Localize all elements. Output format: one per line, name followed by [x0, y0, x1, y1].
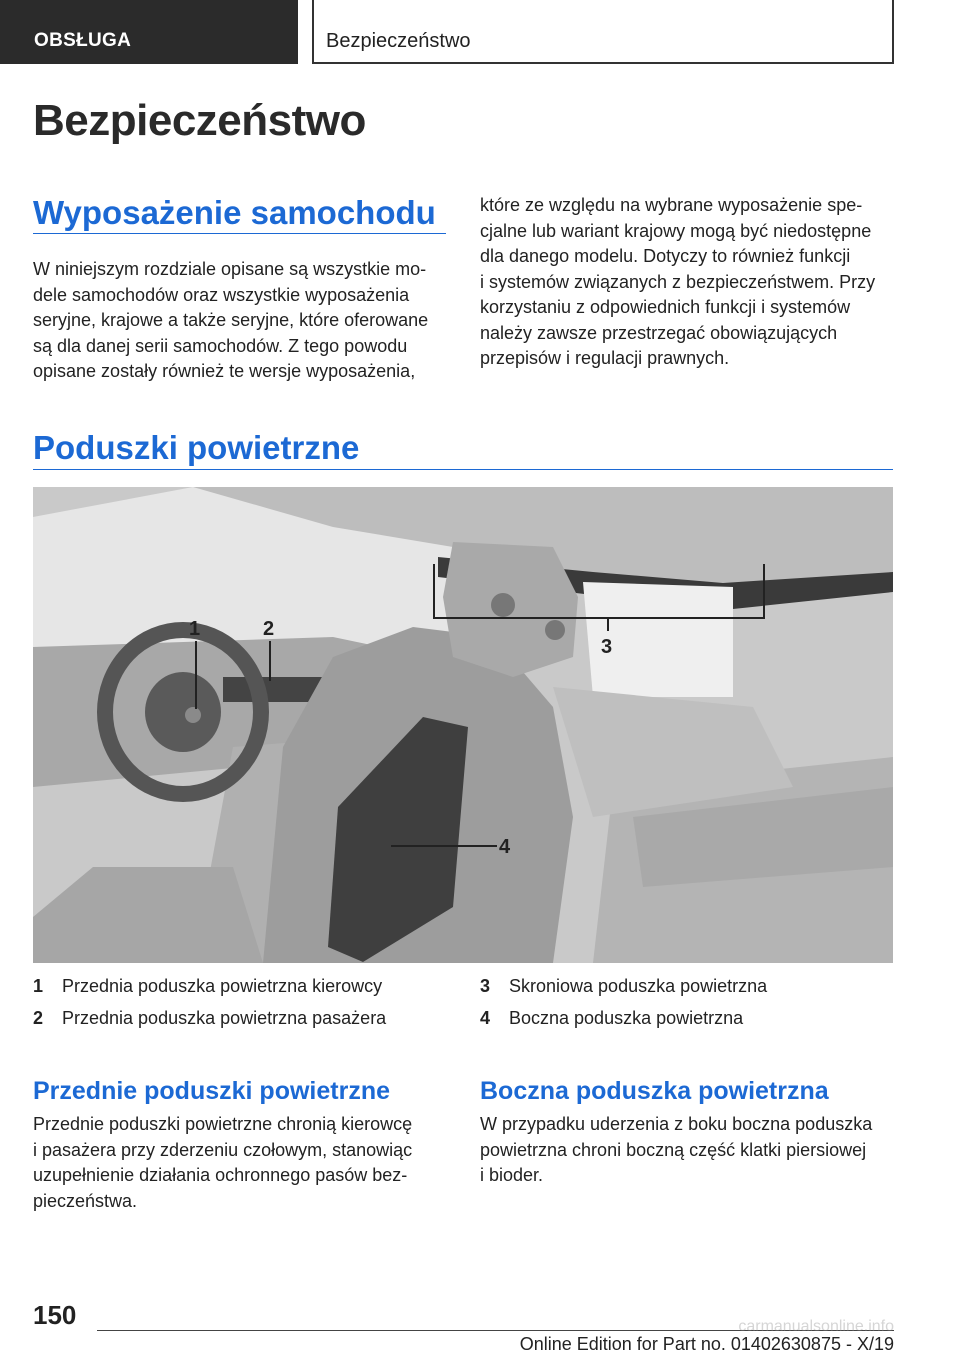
airbag-legend-right: [480, 976, 900, 1040]
text-line: są dla danej serii samochodów. Z tego powodu: [33, 335, 408, 356]
text-line: i bioder.: [480, 1165, 544, 1185]
airbag-locations-illustration: [33, 487, 893, 963]
text-line: korzystaniu z odpowiednich funkcji i systemów: [480, 297, 851, 317]
header-chapter-tab: Bezpieczeństwo: [312, 0, 894, 64]
footer-watermark: carmanualsonline.info: [738, 1318, 894, 1335]
legend-text: Skroniowa poduszka powietrzna: [509, 976, 768, 996]
callout-3: 3: [601, 636, 613, 658]
text-line: W niniejszym rozdziale opisane są wszystkie mo-: [33, 259, 427, 279]
text-line: W przypadku uderzenia z boku boczna poduszka: [480, 1114, 873, 1134]
text-line: dele samochodów oraz wszystkie wyposażenia: [33, 284, 410, 305]
text-line: przepisów i regulacji prawnych.: [480, 348, 730, 368]
front-airbags-paragraph: [33, 1112, 458, 1214]
front-airbags-heading: Przednie poduszki powietrzne: [33, 1077, 390, 1105]
airbags-heading: Poduszki powietrzne: [33, 429, 360, 466]
side-airbag-paragraph: [480, 1112, 905, 1189]
callout-2: 2: [263, 618, 275, 640]
page-title: Bezpieczeństwo: [33, 96, 366, 145]
airbag-legend-left: [33, 976, 453, 1040]
text-line: należy zawsze przestrzegać obowiązujących: [480, 322, 838, 343]
callout-1: 1: [189, 618, 201, 640]
text-line: powietrzna chroni boczną część klatki piersiowej: [480, 1139, 867, 1160]
legend-text: Przednia poduszka powietrzna pasażera: [62, 1008, 387, 1028]
side-airbag-heading: Boczna poduszka powietrzna: [480, 1077, 829, 1105]
header-section-tab: OBSŁUGA: [0, 0, 298, 64]
legend-number: 2: [33, 1008, 44, 1028]
text-line: cjalne lub wariant krajowy mogą być niedostępne: [480, 220, 872, 241]
equipment-paragraph-left: [33, 257, 453, 385]
text-line: seryjne, krajowe a także seryjne, które oferowane: [33, 310, 429, 330]
footer-rule: [97, 1330, 894, 1331]
list-item: [480, 976, 900, 1008]
legend-text: Przednia poduszka powietrzna kierowcy: [62, 976, 383, 996]
legend-number: 4: [480, 1008, 491, 1028]
text-line: Przednie poduszki powietrzne chronią kierowcę: [33, 1114, 413, 1134]
equipment-heading: Wyposażenie samochodu: [33, 194, 436, 231]
page-number: 150: [33, 1300, 77, 1330]
text-line: dla danego modelu. Dotyczy to również funkcji: [480, 246, 851, 266]
text-line: i systemów związanych z bezpieczeństwem. Przy: [480, 271, 876, 292]
text-line: które ze względu na wybrane wyposażenie spe-: [480, 195, 863, 215]
legend-text: Boczna poduszka powietrzna: [509, 1008, 744, 1028]
list-item: [480, 1008, 900, 1040]
text-line: i pasażera przy zderzeniu czołowym, stanowiąc: [33, 1139, 413, 1160]
text-line: pieczeństwa.: [33, 1190, 138, 1211]
equipment-heading-rule: [33, 233, 446, 234]
footer-edition: Online Edition for Part no. 01402630875 - X/19: [519, 1334, 894, 1354]
legend-number: 1: [33, 976, 44, 996]
text-line: uzupełnienie działania ochronnego pasów bez-: [33, 1165, 408, 1185]
callout-4: 4: [499, 836, 511, 858]
text-line: opisane zostały również te wersje wyposażenia,: [33, 361, 416, 381]
equipment-paragraph-right: [480, 193, 900, 372]
airbags-heading-rule: [33, 469, 893, 470]
legend-number: 3: [480, 976, 491, 996]
list-item: [33, 976, 453, 1008]
list-item: [33, 1008, 453, 1040]
